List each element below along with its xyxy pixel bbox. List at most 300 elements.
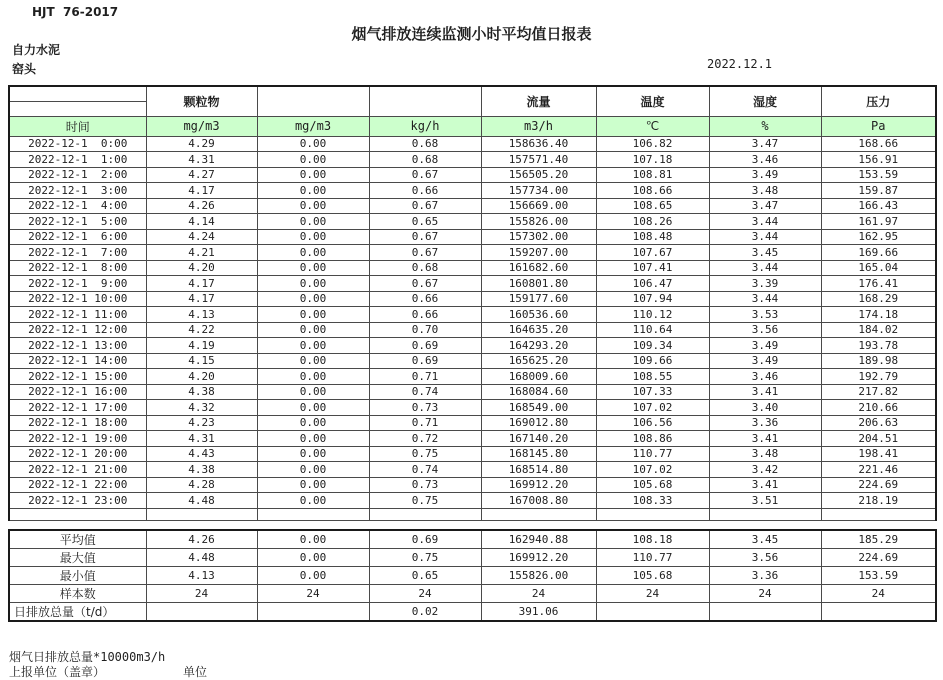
table-cell: 167140.20	[481, 431, 596, 447]
table-cell: 161.97	[821, 214, 936, 230]
table-row	[9, 322, 936, 338]
table-cell: 0.00	[257, 307, 369, 323]
table-cell: 192.79	[821, 369, 936, 385]
time-cell: 2022-12-1 15:00	[9, 369, 146, 385]
table-cell: 110.77	[596, 446, 709, 462]
table-cell: 4.14	[146, 214, 257, 230]
table-cell: 107.02	[596, 400, 709, 416]
reporting-unit-label: 上报单位（盖章）	[9, 665, 106, 679]
summary-value-cell: 169912.20	[481, 548, 596, 566]
summary-value-cell: 24	[596, 584, 709, 602]
table-cell: 105.68	[596, 477, 709, 493]
time-cell: 2022-12-1 5:00	[9, 214, 146, 230]
table-cell: 0.00	[257, 214, 369, 230]
time-cell: 2022-12-1 17:00	[9, 400, 146, 416]
table-row	[9, 415, 936, 431]
time-cell: 2022-12-1 14:00	[9, 353, 146, 369]
table-cell: 158636.40	[481, 136, 596, 152]
table-cell: 0.74	[369, 384, 481, 400]
table-cell: 4.23	[146, 415, 257, 431]
table-cell: 189.98	[821, 353, 936, 369]
time-cell: 2022-12-1 19:00	[9, 431, 146, 447]
table-cell: 4.20	[146, 369, 257, 385]
table-cell: 108.48	[596, 229, 709, 245]
table-cell: 4.17	[146, 276, 257, 292]
summary-row	[9, 602, 936, 621]
table-cell: 206.63	[821, 415, 936, 431]
table-cell: 156505.20	[481, 167, 596, 183]
table-cell: 0.65	[369, 214, 481, 230]
table-cell: 164293.20	[481, 338, 596, 354]
table-cell: 4.19	[146, 338, 257, 354]
summary-value-cell: 4.26	[146, 530, 257, 549]
table-cell: 106.56	[596, 415, 709, 431]
table-cell: 0.00	[257, 462, 369, 478]
table-cell: 165.04	[821, 260, 936, 276]
table-cell: 0.72	[369, 431, 481, 447]
table-cell: 169912.20	[481, 477, 596, 493]
summary-value-cell	[821, 602, 936, 621]
table-cell: 3.56	[709, 322, 821, 338]
summary-value-cell: 0.00	[257, 566, 369, 584]
table-row	[9, 136, 936, 152]
table-cell: 0.75	[369, 446, 481, 462]
table-cell: 193.78	[821, 338, 936, 354]
unit-header-cell: %	[709, 116, 821, 136]
table-cell: 0.66	[369, 183, 481, 199]
summary-row	[9, 566, 936, 584]
table-cell: 3.49	[709, 167, 821, 183]
table-cell: 4.31	[146, 152, 257, 168]
blank-cell	[9, 508, 146, 520]
summary-value-cell: 24	[481, 584, 596, 602]
table-cell: 106.82	[596, 136, 709, 152]
summary-value-cell: 0.00	[257, 530, 369, 549]
table-cell: 106.47	[596, 276, 709, 292]
summary-value-cell: 24	[821, 584, 936, 602]
summary-value-cell: 0.65	[369, 566, 481, 584]
table-cell: 3.47	[709, 136, 821, 152]
table-cell: 168084.60	[481, 384, 596, 400]
table-cell: 4.29	[146, 136, 257, 152]
summary-value-cell: 24	[709, 584, 821, 602]
table-cell: 217.82	[821, 384, 936, 400]
table-cell: 4.27	[146, 167, 257, 183]
table-cell: 3.53	[709, 307, 821, 323]
table-cell: 108.66	[596, 183, 709, 199]
summary-value-cell: 4.13	[146, 566, 257, 584]
table-cell: 0.67	[369, 198, 481, 214]
summary-label: 最小值	[9, 566, 146, 584]
table-cell: 3.44	[709, 291, 821, 307]
table-cell: 0.00	[257, 431, 369, 447]
table-cell: 0.74	[369, 462, 481, 478]
column-group-header: 压力	[821, 86, 936, 116]
table-cell: 109.66	[596, 353, 709, 369]
time-cell: 2022-12-1 11:00	[9, 307, 146, 323]
summary-value-cell: 105.68	[596, 566, 709, 584]
table-cell: 0.00	[257, 353, 369, 369]
time-cell: 2022-12-1 6:00	[9, 229, 146, 245]
summary-value-cell: 162940.88	[481, 530, 596, 549]
summary-value-cell: 110.77	[596, 548, 709, 566]
table-cell: 110.12	[596, 307, 709, 323]
unit-header-cell: mg/m3	[257, 116, 369, 136]
unit-header-cell: Pa	[821, 116, 936, 136]
summary-row	[9, 584, 936, 602]
table-cell: 157734.00	[481, 183, 596, 199]
table-cell: 3.46	[709, 152, 821, 168]
summary-value-cell	[596, 602, 709, 621]
blank-cell	[369, 508, 481, 520]
column-group-header: 颗粒物	[146, 86, 257, 116]
table-row	[9, 353, 936, 369]
summary-value-cell: 4.48	[146, 548, 257, 566]
summary-value-cell	[257, 602, 369, 621]
blank-row	[9, 508, 936, 520]
table-cell: 156669.00	[481, 198, 596, 214]
summary-label: 平均值	[9, 530, 146, 549]
table-cell: 176.41	[821, 276, 936, 292]
table-cell: 0.67	[369, 245, 481, 261]
time-cell: 2022-12-1 9:00	[9, 276, 146, 292]
table-cell: 0.00	[257, 415, 369, 431]
table-cell: 204.51	[821, 431, 936, 447]
page-title: 烟气排放连续监测小时平均值日报表	[351, 25, 592, 43]
table-cell: 4.15	[146, 353, 257, 369]
table-cell: 3.44	[709, 214, 821, 230]
table-cell: 4.31	[146, 431, 257, 447]
table-cell: 3.41	[709, 384, 821, 400]
table-cell: 3.48	[709, 183, 821, 199]
summary-value-cell: 153.59	[821, 566, 936, 584]
table-cell: 107.67	[596, 245, 709, 261]
table-cell: 4.17	[146, 183, 257, 199]
table-cell: 3.42	[709, 462, 821, 478]
time-cell: 2022-12-1 4:00	[9, 198, 146, 214]
summary-row	[9, 548, 936, 566]
table-row	[9, 291, 936, 307]
table-cell: 0.69	[369, 338, 481, 354]
time-cell: 2022-12-1 20:00	[9, 446, 146, 462]
summary-value-cell: 3.36	[709, 566, 821, 584]
table-cell: 0.00	[257, 384, 369, 400]
table-cell: 168.29	[821, 291, 936, 307]
table-cell: 160536.60	[481, 307, 596, 323]
table-cell: 0.00	[257, 493, 369, 509]
table-row	[9, 229, 936, 245]
time-cell: 2022-12-1 13:00	[9, 338, 146, 354]
time-cell: 2022-12-1 22:00	[9, 477, 146, 493]
time-cell: 2022-12-1 2:00	[9, 167, 146, 183]
table-row	[9, 446, 936, 462]
table-cell: 4.20	[146, 260, 257, 276]
table-cell: 157302.00	[481, 229, 596, 245]
summary-value-cell: 0.00	[257, 548, 369, 566]
column-group-header: 湿度	[709, 86, 821, 116]
table-row	[9, 245, 936, 261]
time-cell: 2022-12-1 0:00	[9, 136, 146, 152]
table-cell: 3.40	[709, 400, 821, 416]
table-cell: 4.17	[146, 291, 257, 307]
unit-header-cell: ℃	[596, 116, 709, 136]
blank-cell	[146, 508, 257, 520]
table-cell: 3.39	[709, 276, 821, 292]
table-cell: 4.28	[146, 477, 257, 493]
summary-value-cell	[709, 602, 821, 621]
table-cell: 0.68	[369, 260, 481, 276]
summary-value-cell: 0.69	[369, 530, 481, 549]
time-cell: 2022-12-1 7:00	[9, 245, 146, 261]
summary-label: 日排放总量（t/d）	[9, 602, 146, 621]
table-cell: 0.00	[257, 245, 369, 261]
table-cell: 4.48	[146, 493, 257, 509]
table-cell: 0.68	[369, 136, 481, 152]
unit-header-cell: m3/h	[481, 116, 596, 136]
standard-code-label: HJT 76-2017	[32, 5, 119, 19]
table-cell: 159207.00	[481, 245, 596, 261]
table-cell: 0.00	[257, 152, 369, 168]
table-row	[9, 198, 936, 214]
table-cell: 0.71	[369, 415, 481, 431]
table-cell: 167008.80	[481, 493, 596, 509]
table-cell: 161682.60	[481, 260, 596, 276]
table-cell: 0.67	[369, 276, 481, 292]
table-cell: 3.48	[709, 446, 821, 462]
table-cell: 108.81	[596, 167, 709, 183]
table-cell: 4.38	[146, 384, 257, 400]
table-cell: 108.65	[596, 198, 709, 214]
blank-cell	[821, 508, 936, 520]
unit-header-cell: 时间	[9, 116, 146, 136]
table-cell: 109.34	[596, 338, 709, 354]
table-cell: 0.67	[369, 167, 481, 183]
blank-cell	[257, 508, 369, 520]
table-cell: 218.19	[821, 493, 936, 509]
summary-value-cell: 224.69	[821, 548, 936, 566]
time-cell: 2022-12-1 21:00	[9, 462, 146, 478]
table-row	[9, 276, 936, 292]
table-cell: 3.41	[709, 431, 821, 447]
table-cell: 107.18	[596, 152, 709, 168]
table-row	[9, 183, 936, 199]
table-cell: 0.66	[369, 307, 481, 323]
table-cell: 108.26	[596, 214, 709, 230]
flow-total-note: 烟气日排放总量*10000m3/h	[9, 650, 166, 664]
table-cell: 0.00	[257, 477, 369, 493]
table-cell: 0.00	[257, 136, 369, 152]
table-cell: 0.00	[257, 291, 369, 307]
table-row	[9, 214, 936, 230]
table-cell: 224.69	[821, 477, 936, 493]
table-cell: 0.71	[369, 369, 481, 385]
table-cell: 0.66	[369, 291, 481, 307]
table-cell: 0.00	[257, 229, 369, 245]
table-cell: 0.00	[257, 400, 369, 416]
table-cell: 107.02	[596, 462, 709, 478]
time-cell: 2022-12-1 10:00	[9, 291, 146, 307]
table-cell: 108.86	[596, 431, 709, 447]
summary-label: 样本数	[9, 584, 146, 602]
table-cell: 4.26	[146, 198, 257, 214]
table-cell: 159177.60	[481, 291, 596, 307]
time-cell: 2022-12-1 16:00	[9, 384, 146, 400]
table-row	[9, 384, 936, 400]
table-cell: 168.66	[821, 136, 936, 152]
table-cell: 174.18	[821, 307, 936, 323]
summary-label: 最大值	[9, 548, 146, 566]
company-name: 自力水泥	[12, 43, 61, 57]
table-cell: 0.00	[257, 338, 369, 354]
table-cell: 3.51	[709, 493, 821, 509]
report-table-header	[9, 86, 936, 136]
column-group-header	[257, 86, 369, 116]
unit-label: 单位	[183, 665, 208, 679]
table-row	[9, 431, 936, 447]
table-row	[9, 369, 936, 385]
table-cell: 3.49	[709, 353, 821, 369]
table-cell: 153.59	[821, 167, 936, 183]
table-row	[9, 477, 936, 493]
table-cell: 3.44	[709, 229, 821, 245]
table-row	[9, 462, 936, 478]
table-cell: 0.00	[257, 446, 369, 462]
report-table-area	[8, 85, 937, 622]
table-cell: 107.94	[596, 291, 709, 307]
table-cell: 0.73	[369, 477, 481, 493]
table-cell: 3.45	[709, 245, 821, 261]
time-cell: 2022-12-1 3:00	[9, 183, 146, 199]
table-cell: 155826.00	[481, 214, 596, 230]
table-cell: 166.43	[821, 198, 936, 214]
summary-value-cell: 108.18	[596, 530, 709, 549]
table-cell: 0.68	[369, 152, 481, 168]
table-cell: 3.41	[709, 477, 821, 493]
table-cell: 168549.00	[481, 400, 596, 416]
summary-value-cell: 24	[257, 584, 369, 602]
table-cell: 0.73	[369, 400, 481, 416]
summary-value-cell: 3.56	[709, 548, 821, 566]
table-cell: 107.33	[596, 384, 709, 400]
table-cell: 3.47	[709, 198, 821, 214]
table-cell: 3.49	[709, 338, 821, 354]
time-cell: 2022-12-1 23:00	[9, 493, 146, 509]
table-cell: 4.38	[146, 462, 257, 478]
table-cell: 4.24	[146, 229, 257, 245]
table-cell: 164635.20	[481, 322, 596, 338]
column-group-header	[369, 86, 481, 116]
table-cell: 221.46	[821, 462, 936, 478]
table-cell: 4.43	[146, 446, 257, 462]
table-cell: 107.41	[596, 260, 709, 276]
summary-value-cell: 3.45	[709, 530, 821, 549]
column-group-header	[9, 86, 146, 116]
column-group-header-row	[9, 86, 936, 116]
time-cell: 2022-12-1 12:00	[9, 322, 146, 338]
blank-cell	[481, 508, 596, 520]
column-group-header: 流量	[481, 86, 596, 116]
unit-header-cell: mg/m3	[146, 116, 257, 136]
table-cell: 184.02	[821, 322, 936, 338]
table-cell: 3.44	[709, 260, 821, 276]
table-cell: 169.66	[821, 245, 936, 261]
blank-cell	[596, 508, 709, 520]
table-cell: 0.00	[257, 369, 369, 385]
blank-cell	[709, 508, 821, 520]
table-row	[9, 307, 936, 323]
table-cell: 0.70	[369, 322, 481, 338]
summary-value-cell: 391.06	[481, 602, 596, 621]
table-cell: 160801.80	[481, 276, 596, 292]
table-cell: 0.00	[257, 167, 369, 183]
summary-value-cell: 24	[146, 584, 257, 602]
time-cell: 2022-12-1 8:00	[9, 260, 146, 276]
summary-table-body	[9, 530, 936, 621]
table-cell: 4.22	[146, 322, 257, 338]
table-cell: 198.41	[821, 446, 936, 462]
table-cell: 4.32	[146, 400, 257, 416]
table-cell: 108.55	[596, 369, 709, 385]
table-row	[9, 493, 936, 509]
table-cell: 0.00	[257, 183, 369, 199]
table-cell: 108.33	[596, 493, 709, 509]
monitoring-point-name: 窑头	[12, 62, 37, 76]
table-cell: 0.67	[369, 229, 481, 245]
table-cell: 0.00	[257, 322, 369, 338]
table-cell: 165625.20	[481, 353, 596, 369]
table-row	[9, 260, 936, 276]
unit-header-row	[9, 116, 936, 136]
summary-value-cell	[146, 602, 257, 621]
table-cell: 0.00	[257, 276, 369, 292]
summary-value-cell: 0.02	[369, 602, 481, 621]
summary-value-cell: 155826.00	[481, 566, 596, 584]
table-cell: 3.46	[709, 369, 821, 385]
column-group-header: 温度	[596, 86, 709, 116]
table-cell: 0.00	[257, 260, 369, 276]
table-row	[9, 152, 936, 168]
table-cell: 162.95	[821, 229, 936, 245]
summary-row	[9, 530, 936, 549]
table-row	[9, 338, 936, 354]
table-cell: 168009.60	[481, 369, 596, 385]
header-divider-line	[10, 101, 146, 102]
table-cell: 210.66	[821, 400, 936, 416]
summary-value-cell: 24	[369, 584, 481, 602]
table-cell: 168145.80	[481, 446, 596, 462]
table-row	[9, 167, 936, 183]
table-cell: 169012.80	[481, 415, 596, 431]
report-table	[8, 85, 937, 521]
report-date: 2022.12.1	[707, 57, 773, 71]
table-cell: 0.69	[369, 353, 481, 369]
unit-header-cell: kg/h	[369, 116, 481, 136]
table-cell: 157571.40	[481, 152, 596, 168]
summary-value-cell: 185.29	[821, 530, 936, 549]
table-cell: 4.13	[146, 307, 257, 323]
table-cell: 0.75	[369, 493, 481, 509]
summary-table	[8, 529, 937, 622]
table-cell: 168514.80	[481, 462, 596, 478]
table-cell: 110.64	[596, 322, 709, 338]
table-row	[9, 400, 936, 416]
table-cell: 156.91	[821, 152, 936, 168]
time-cell: 2022-12-1 18:00	[9, 415, 146, 431]
table-cell: 3.36	[709, 415, 821, 431]
time-cell: 2022-12-1 1:00	[9, 152, 146, 168]
table-cell: 159.87	[821, 183, 936, 199]
table-cell: 0.00	[257, 198, 369, 214]
